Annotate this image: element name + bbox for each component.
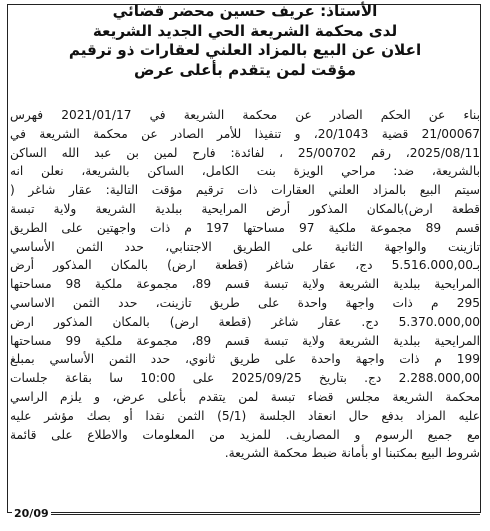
body-line: 21/00067 قضية 20/1043، و تنفيذا للأمر الصادر عن محكمة الشريعة في [10,126,480,141]
footer-rule [50,514,480,515]
headline-line-bailiff: الأستاذ: عريف حسين محضر قضائي [112,2,378,20]
body-line: محكمة الشريعة مجلس قضاء تبسة لمن يتقدم بأعلى عرض، و يلزم الراسي [10,389,480,404]
headline-line-auction-announcement: اعلان عن البيع بالمزاد العلني لعقارات ذو ترقيم [68,41,422,60]
body-line: 5.370.000,00 دج. عقار شاغر (قطعة ارض) بالمكان المذكور ارض [10,314,480,329]
body-line: مع جميع الرسوم و المصاريف. للمزيد من المعلومات والاطلاع على قائمة [10,427,480,442]
body-line: عليه المزاد بدفع حال انعقاد الجلسة (5/1) الثمن نقدا أو بصك مؤشر عليه [10,408,480,423]
reference-number: 20/09 [14,507,49,520]
body-line: سيتم البيع بالمزاد العلني العقارات ذات ترقيم مؤقت التالية: عقار شاغر ( [10,183,480,198]
body-line: قسم 89 مجموعة ملكية 97 مساحتها 197 م ذات واجهتين على الطريق [10,220,480,235]
headline-line-court: لدى محكمة الشريعة الحي الجديد الشريعة [92,21,398,40]
body-line: 2.288.000,00 دج. بتاريخ 2025/09/25 على 10:00 سا بقاعة جلسات [10,371,480,386]
body-line: المرايحية ببلدية الشريعة ولاية تبسة قسم 89، مجموعة ملكية 98 مساحتها [10,277,480,292]
body-line: بالشريعة، ضد: مراحي الويزة بنت الكامل، الساكن بالشريعة، نعلن انه [10,164,480,179]
body-line: 2025/08/11، رقم 25/00702 ، لفائدة: فارح لمين بن عبد الله الساكن [10,145,480,160]
body-line: تازينت والواجهة الثانية على الطريق الاجتنابي، حدد الثمن الأساسي [10,239,480,254]
body-line: بـ5.516.000,00 دج، عقار شاغر (قطعة ارض) بالمكان المذكور أرض [10,258,480,273]
notice-body [10,106,480,463]
body-line: قطعة ارض)بالمكان المذكور أرض المرايحية ببلدية الشريعة ولاية تبسة [10,201,480,216]
notice-headline [8,2,482,80]
body-line: 199 م ذات واجهة واحدة على طريق ثانوي، حدد الثمن الأساسي بمبلغ [10,352,480,367]
body-line: 295 م ذات واجهة واحدة على طريق تازينت، حدد الثمن الاساسي [10,295,480,310]
body-line: المرايحية ببلدية الشريعة ولاية تبسة قسم 89، مجموعة ملكية 99 مساحتها [10,333,480,348]
body-line: شروط البيع بمكتبنا او بأمانة ضبط محكمة الشريعة. [224,446,480,461]
headline-line-highest-bid: مؤقت لمن يتقدم بأعلى عرض [134,60,356,79]
body-line: بناء عن الحكم الصادر عن محكمة الشريعة في 2021/01/17 فهرس [10,108,480,122]
